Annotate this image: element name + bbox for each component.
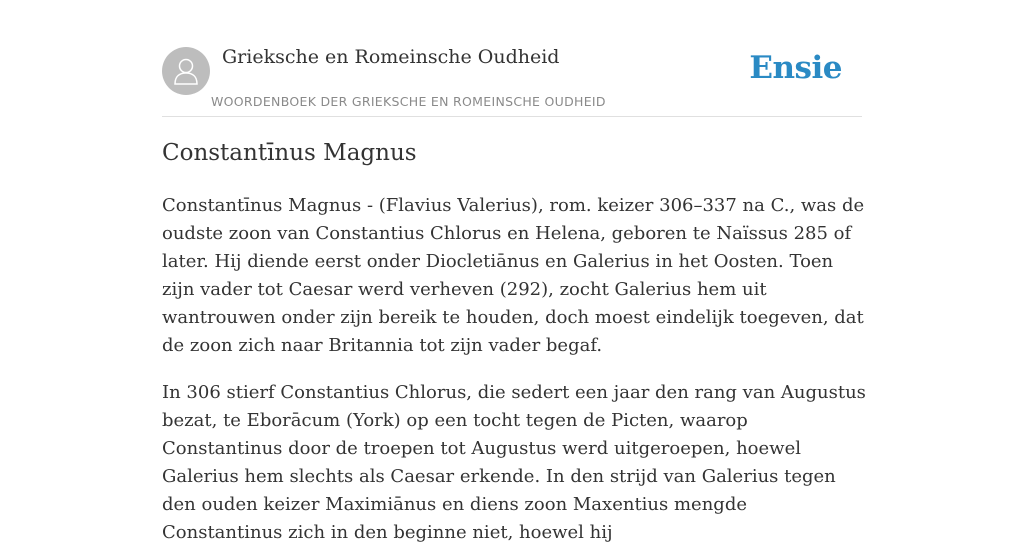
source-avatar[interactable] (162, 47, 210, 95)
source-title[interactable]: Grieksche en Romeinsche Oudheid (222, 46, 560, 68)
source-subtitle[interactable]: WOORDENBOEK DER GRIEKSCHE EN ROMEINSCHE OUDHEID (211, 94, 606, 109)
user-icon (172, 56, 200, 86)
source-header (162, 0, 862, 117)
article-paragraph: In 306 stierf Constantius Chlorus, die sedert een jaar den rang van Augustus bezat, te Eborācum (York) op een tocht tegen de Picten, waarop Constantinus door de troepen tot Augustus werd uitgeroepen, hoewel Galerius hem slechts als Caesar erkende. In den strijd van Galerius tegen den ouden keizer Maximiānus en diens zoon Maxentius mengde Constantinus zich in den beginne niet, hoewel hij (162, 382, 866, 543)
article-paragraph: Constantīnus Magnus - (Flavius Valerius), rom. keizer 306–337 na C., was de oudste zoon van Constantius Chlorus en Helena, geboren te Naïssus 285 of later. Hij diende eerst onder Diocletiānus en Galerius in het Oosten. Toen zijn vader tot Caesar werd verheven (292), zocht Galerius hem uit wantrouwen onder zijn bereik te houden, doch moest eindelijk toegeven, dat de zoon zich naar Britannia tot zijn vader begaf. (162, 195, 865, 356)
page (162, 0, 866, 543)
entry-title: Constantīnus Magnus (162, 140, 417, 166)
ensie-logo[interactable]: Ensie (749, 50, 842, 86)
